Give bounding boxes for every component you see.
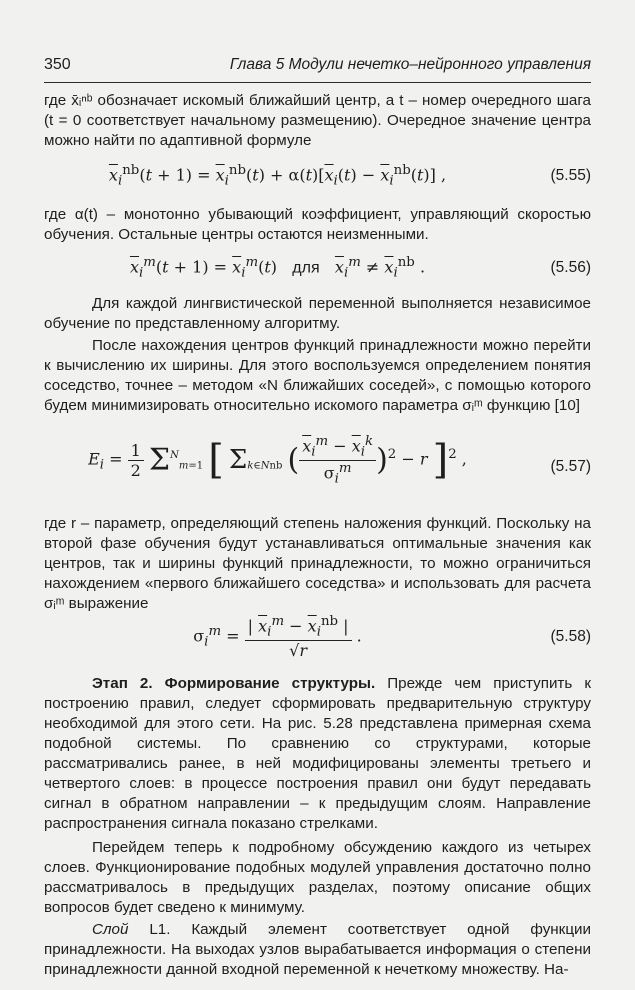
paragraph-7: Перейдем теперь к подробному обсуждению каждого из четырех слоев. Функционирование подобных модулей управления достаточно полно рассматривалось в предыдущих разделах, поэтому описание общих вопросов будет сведено к минимуму. <box>44 839 591 916</box>
equation-5-55-body: $\overline{x}_i^{nb}(t + 1) = \overline{x}_i^{nb}(t) + \alpha(t)[\overline{x}_i(t) - \overline{x}_i^{nb}(t)]$ , <box>108 163 447 189</box>
paragraph-1: где x̄ᵢⁿᵇ обозначает искомый ближайший центр, а t – номер очередного шага (t = 0 соответствует начальному размещению). Очередное значение центра можно найти по адаптивной формуле <box>44 92 591 149</box>
equation-number: (5.57) <box>550 458 591 475</box>
paragraph-8 <box>44 920 591 980</box>
paragraph-6 <box>44 674 591 834</box>
equation-number: (5.58) <box>550 628 591 645</box>
equation-number: (5.56) <box>550 259 591 276</box>
paragraph-3: Для каждой лингвистической переменной выполняется независимое обучение по представленному алгоритму. <box>44 295 591 332</box>
stage-2-heading: Этап 2. Формирование структуры. <box>92 675 376 692</box>
paragraph-4: После нахождения центров функций принадлежности можно перейти к вычислению их ширины. Для этого воспользуемся определением понятия соседство, точнее – методом «N ближайших соседей», с помощью которого будем минимизировать относительно искомого параметра σᵢᵐ функцию [10] <box>44 337 591 414</box>
paragraph-5: где r – параметр, определяющий степень наложения функций. Поскольку на второй фазе обучения будут устанавливаться оптимальные значения как центров, так и ширины функций принадлежности, то можно ограничиться нахождением «первого ближайшего соседства» и использовать для расчета σᵢᵐ выражение <box>44 515 591 612</box>
equation-5-58 <box>44 610 591 664</box>
equation-5-57 <box>44 428 591 508</box>
equation-5-56-body: $\overline{x}_i^m(t + 1) = \overline{x}_i^m(t)$ для $\overline{x}_i^m \ne \overline{x}_i^{nb}$ . <box>129 255 426 281</box>
running-header <box>44 56 591 83</box>
paragraph-6-body: Прежде чем приступить к построению правил, следует сформировать предварительную структуру необходимой для этого сети. На рис. 5.28 представлена примерная схема подобной системы. По сравнению со структурами, которые рассматривались ранее, в ней модифицированы элементы третьего и четвертого слоев: в процессе построения правил они будут передавать сигнал в обратном направлении – к предыдущим слоям. Направление распространения сигнала показано стрелками. <box>44 675 591 832</box>
page-number: 350 <box>44 56 71 73</box>
equation-5-57-body: $E_i$ = $\frac{1}{2}$ $\Sigma^N_{m=1}$ [ $\Sigma_{k\in Nnb}$ ( $\frac{\overline{x}_i^m - \overline{x}_i^k}{\sigma_i^m}$ )$^2$ − r ]$^2$ , <box>88 434 467 487</box>
equation-5-55 <box>44 163 591 189</box>
paragraph-8-body: L1. Каждый элемент соответствует одной функции принадлежности. На выходах узлов вырабатывается информация о степени принадлежности данной входной переменной к нечеткому множеству. На- <box>44 921 591 978</box>
equation-5-56 <box>44 255 591 281</box>
running-title: Глава 5 Модули нечетко–нейронного управления <box>229 56 591 73</box>
equation-number: (5.55) <box>550 167 591 184</box>
equation-5-58-body: $\sigma_i^m$ = $\frac{| \overline{x}_i^m - \overline{x}_i^{nb} |}{√r}$ . <box>193 614 362 660</box>
paragraph-2: где α(t) – монотонно убывающий коэффициент, управляющий скоростью обучения. Остальные центры остаются неизменными. <box>44 206 591 243</box>
layer-label: Слой <box>92 921 129 938</box>
